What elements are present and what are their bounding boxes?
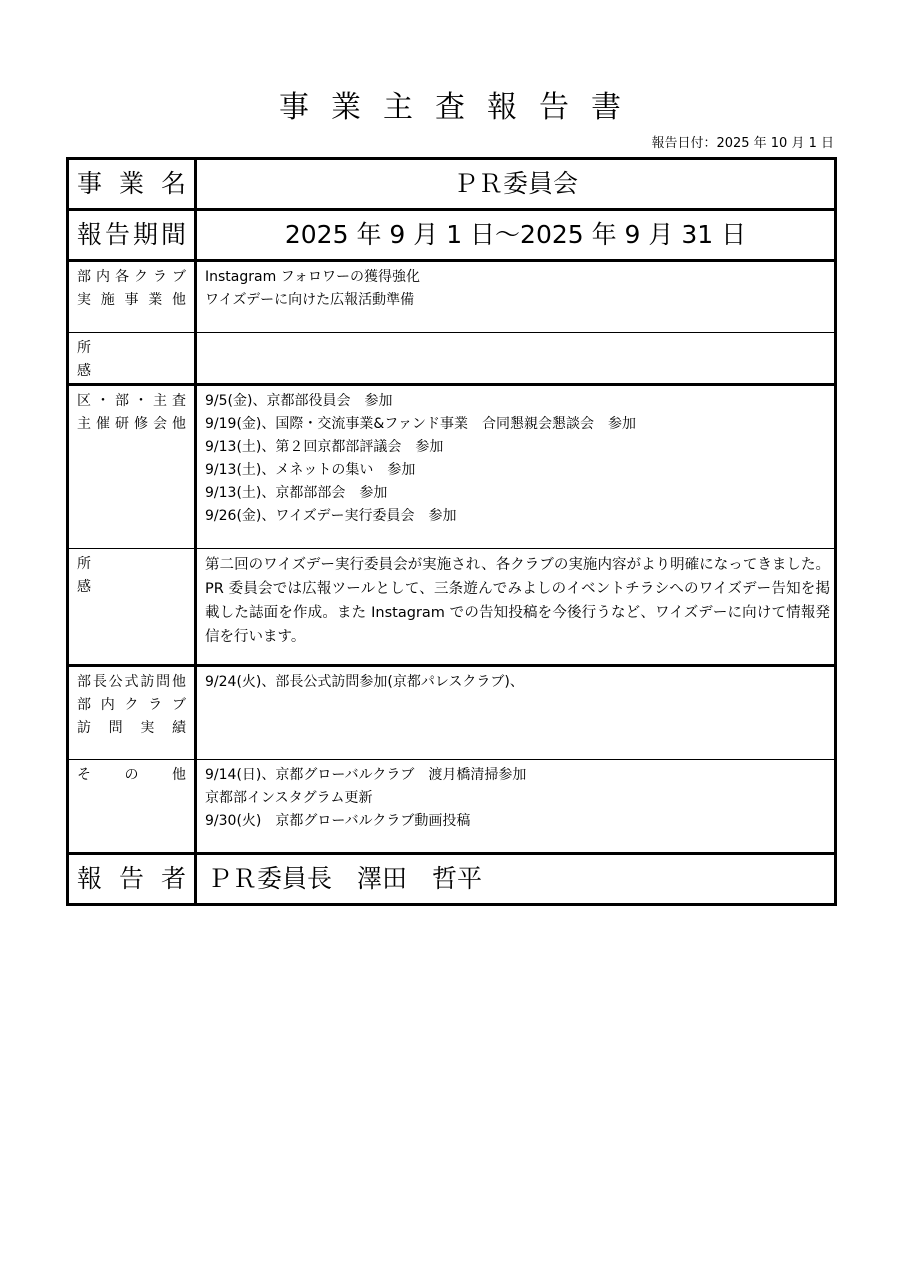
business-name-value-cell (196, 159, 836, 210)
activities-label (69, 262, 194, 312)
business-name-label: 事業名 (77, 169, 186, 198)
reporter-value: ＰＲ委員長 澤田 哲平 (207, 864, 483, 893)
business-name-label-cell (68, 159, 196, 210)
visits-label (69, 667, 194, 740)
visits-label-line: 部内クラブ (77, 697, 186, 713)
events-content-cell (196, 385, 836, 549)
report-period-value: 2025 年 9 月 1 日～2025 年 9 月 31 日 (284, 220, 747, 249)
impression-1-content-cell (196, 333, 836, 385)
other-item: 京都部インスタグラム更新 (205, 790, 373, 806)
event-item: 9/26(金)、ワイズデー実行委員会 参加 (205, 508, 457, 524)
event-item: 9/13(土)、第２回京都部評議会 参加 (205, 439, 444, 455)
other-label-cell (68, 760, 196, 854)
activity-item: Instagram フォロワーの獲得強化 (205, 269, 420, 285)
events-label-line: 主催研修会他 (77, 416, 186, 432)
activities-label-cell (68, 261, 196, 333)
impression-1-label-text: 所 感 (77, 340, 175, 379)
visits-content (197, 667, 834, 694)
report-period-label-cell (68, 210, 196, 261)
events-label-cell (68, 385, 196, 549)
impression-1-text (197, 333, 834, 337)
row-impression-2 (68, 549, 836, 666)
impression-2-content-cell (196, 549, 836, 666)
other-label (69, 760, 194, 787)
reporter-value-cell (196, 854, 836, 905)
report-period-label: 報告期間 (77, 220, 186, 249)
visits-label-line: 部長公式訪問他 (77, 674, 186, 690)
row-visits (68, 666, 836, 760)
impression-1-label-cell (68, 333, 196, 385)
events-label (69, 386, 194, 436)
event-item: 9/19(金)、国際・交流事業&ファンド事業 合同懇親会懇談会 参加 (205, 416, 636, 432)
row-impression-1 (68, 333, 836, 385)
other-content (197, 760, 834, 833)
activities-label-line: 実施事業他 (77, 292, 186, 308)
report-period-value-cell (196, 210, 836, 261)
other-item: 9/30(火) 京都グローバルクラブ動画投稿 (205, 813, 471, 829)
visits-label-line: 訪問実績 (77, 720, 186, 736)
row-business-name (68, 159, 836, 210)
report-date: 報告日付：2025 年 10 月 1 日 (651, 136, 834, 151)
event-item: 9/13(土)、メネットの集い 参加 (205, 462, 416, 478)
row-events (68, 385, 836, 549)
impression-2-text: 第二回のワイズデー実行委員会が実施され、各クラブの実施内容がより明確になってきました。PR 委員会では広報ツールとして、三条遊んでみよしのイベントチラシへのワイズデー告知を掲載した誌面を作成。また Instagram での告知投稿を今後行うなど、ワイズデーに向けて情報発信を行います。 (205, 557, 830, 645)
visit-item: 9/24(火)、部長公式訪問参加(京都パレスクラブ)、 (205, 674, 524, 690)
row-reporter (68, 854, 836, 905)
report-table (66, 157, 837, 906)
row-activities (68, 261, 836, 333)
other-label-text: その他 (77, 767, 186, 783)
event-item: 9/13(土)、京都部部会 参加 (205, 485, 388, 501)
impression-1-label (69, 333, 194, 383)
events-label-line: 区・部・主査 (77, 393, 186, 409)
business-name-value: ＰＲ委員会 (452, 169, 578, 198)
reporter-label: 報告者 (77, 864, 186, 893)
impression-2-label-cell (68, 549, 196, 666)
activities-content (197, 262, 834, 312)
impression-2-label-text: 所 感 (77, 556, 175, 595)
reporter-label-cell (68, 854, 196, 905)
document-title: 事業主査報告書 (279, 90, 643, 125)
row-report-period (68, 210, 836, 261)
other-content-cell (196, 760, 836, 854)
event-item: 9/5(金)、京都部役員会 参加 (205, 393, 393, 409)
row-other (68, 760, 836, 854)
events-content (197, 386, 834, 528)
activities-content-cell (196, 261, 836, 333)
visits-content-cell (196, 666, 836, 760)
activities-label-line: 部内各クラブ (77, 269, 186, 285)
impression-2-label (69, 549, 194, 599)
visits-label-cell (68, 666, 196, 760)
other-item: 9/14(日)、京都グローバルクラブ 渡月橋清掃参加 (205, 767, 527, 783)
activity-item: ワイズデーに向けた広報活動準備 (205, 292, 415, 308)
